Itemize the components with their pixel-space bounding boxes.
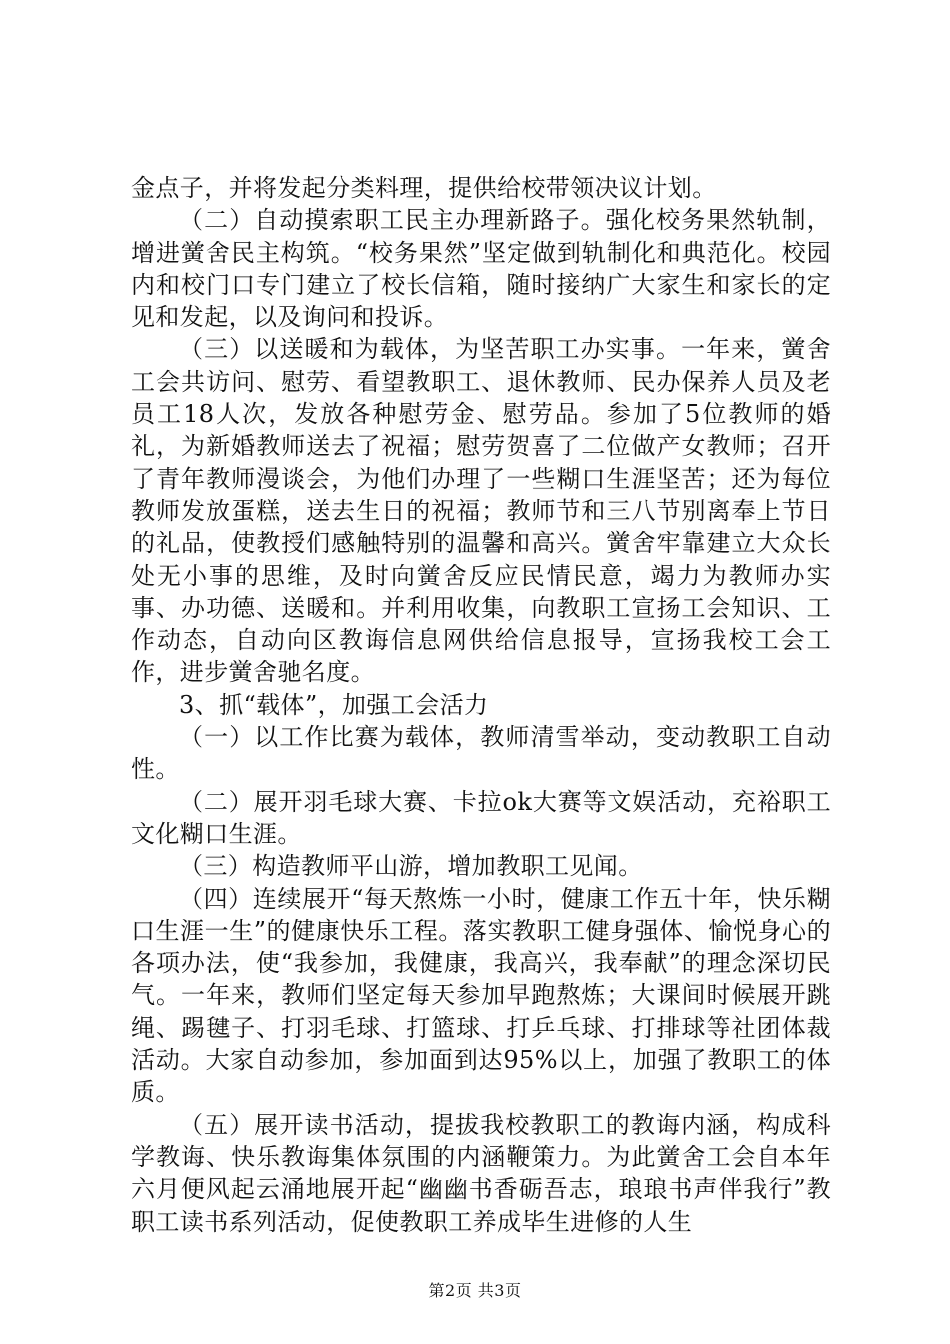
paragraph: （一）以工作比赛为载体，教师清雪举动，变动教职工自动性。	[131, 723, 831, 784]
paragraph: 金点子，并将发起分类料理，提供给校带领决议计划。	[131, 174, 717, 202]
paragraph: （二）自动摸索职工民主办理新路子。强化校务果然轨制，增进黉舍民主构筑。“校务果然”坚定做到轨制化和典范化。校园内和校门口专门建立了校长信箱，随时接纳广大家生和家长的定见和发起，以及询问和投诉。	[131, 206, 831, 332]
section-heading: 3、抓“载体”，加强工会活力	[179, 690, 489, 719]
paragraph: （五）展开读书活动，提拔我校教职工的教诲内涵，构成科学教诲、快乐教诲集体氛围的内涵鞭策力。为此黉舍工会自本年六月便风起云涌地展开起“幽幽书香砺吾志，琅琅书声伴我行”教职工读书系列活动，促使教职工养成毕生进修的人生	[131, 1110, 831, 1236]
paragraph: （二）展开羽毛球大赛、卡拉ok大赛等文娱活动，充裕职工文化糊口生涯。	[131, 787, 831, 848]
document-body	[131, 172, 831, 1238]
page-number-footer: 第2页 共3页	[428, 1281, 522, 1300]
paragraph: （三）构造教师平山游，增加教职工见闻。	[179, 852, 643, 881]
paragraph: （三）以送暖和为载体，为坚苦职工办实事。一年来，黉舍工会共访问、慰劳、看望教职工、退休教师、民办保养人员及老员工18人次，发放各种慰劳金、慰劳品。参加了5位教师的婚礼，为新婚教师送去了祝福；慰劳贺喜了二位做产女教师；召开了青年教师漫谈会，为他们办理了一些糊口生涯坚苦；还为每位教师发放蛋糕，送去生日的祝福；教师节和三八节别离奉上节日的礼品，使教授们感触特别的温馨和高兴。黉舍牢靠建立大众长处无小事的思维，及时向黉舍反应民情民意，竭力为教师办实事、办功德、送暖和。并利用收集，向教职工宣扬工会知识、工作动态，自动向区教诲信息网供给信息报导，宣扬我校工会工作，进步黉舍驰名度。	[131, 335, 831, 687]
paragraph: （四）连续展开“每天熬炼一小时，健康工作五十年，快乐糊口生涯一生”的健康快乐工程。落实教职工健身强体、愉悦身心的各项办法，使“我参加，我健康，我高兴，我奉献”的理念深切民气。一年来，教师们坚定每天参加早跑熬炼；大课间时候展开跳绳、踢毽子、打羽毛球、打篮球、打乒乓球、打排球等社团体裁活动。大家自动参加，参加面到达95%以上，加强了教职工的体质。	[131, 884, 831, 1107]
